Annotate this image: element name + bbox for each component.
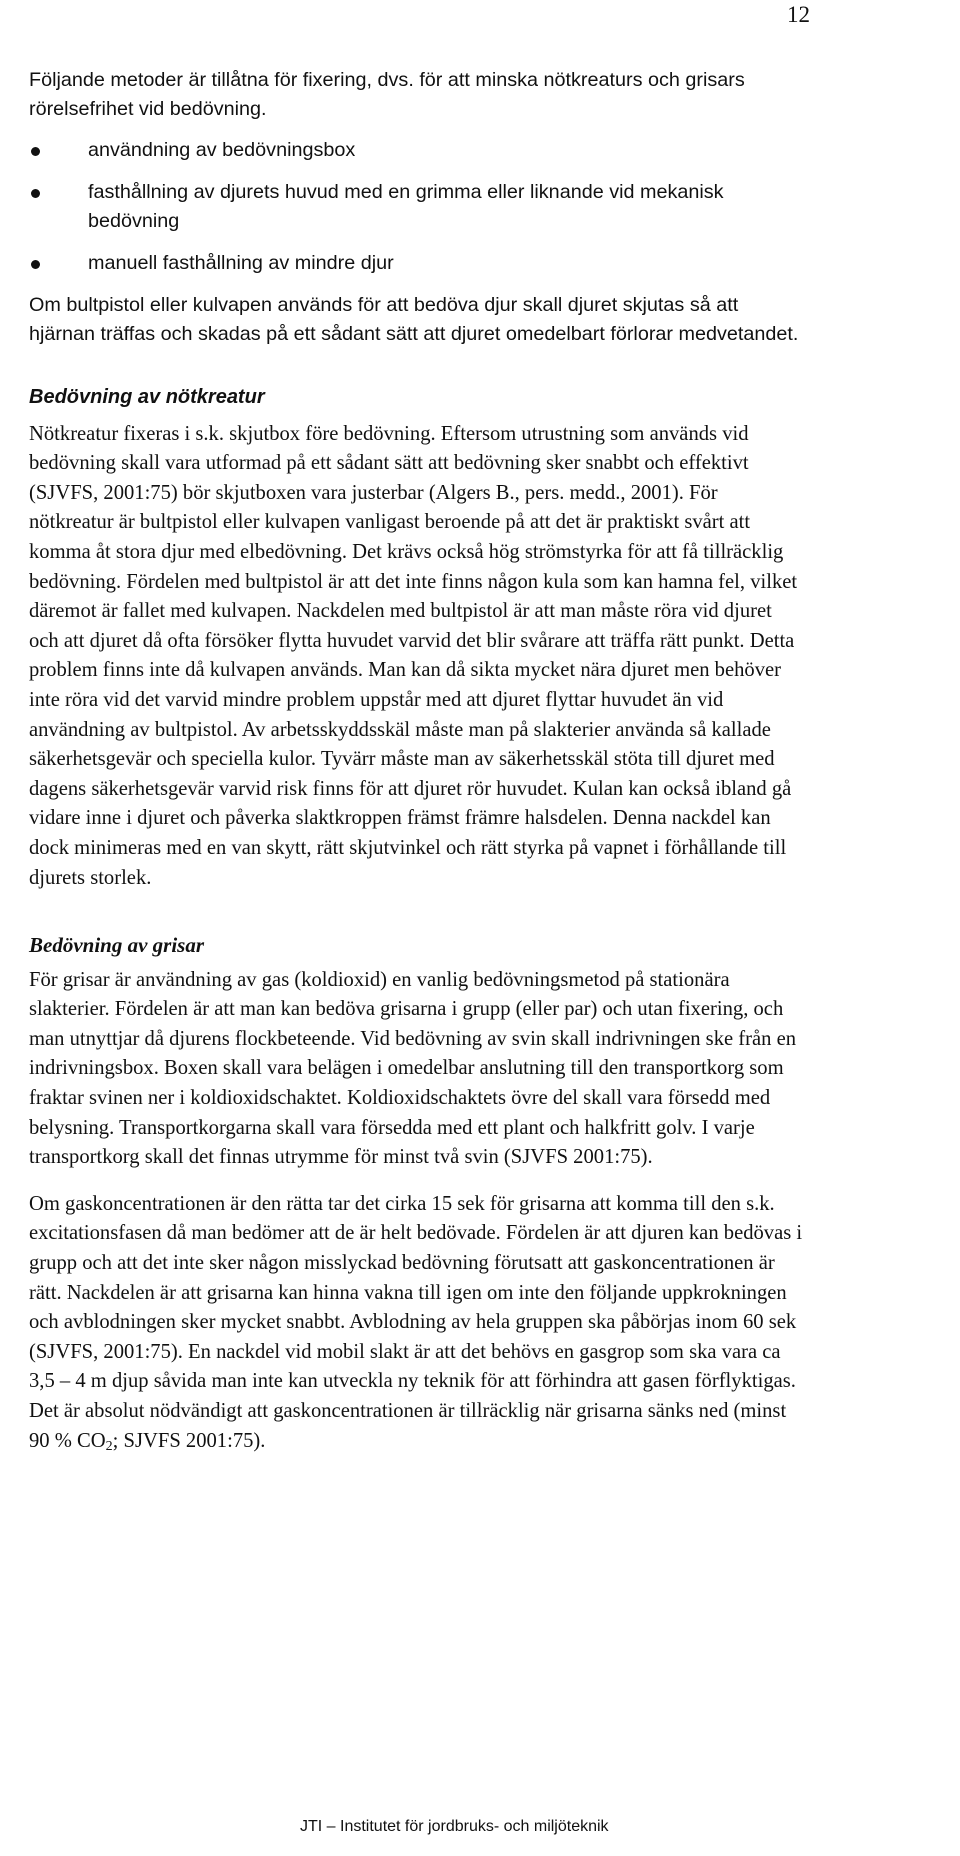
grisar-paragraph-2: [29, 1190, 804, 1461]
list-item-text: användning av bedövningsbox: [88, 139, 356, 161]
bullet-icon: [31, 147, 40, 156]
section-heading-grisar: Bedövning av grisar: [29, 933, 205, 958]
page-number: 12: [787, 2, 810, 27]
list-item: [29, 136, 804, 165]
co2-subscript: 2: [105, 1438, 113, 1454]
bultpistol-paragraph: Om bultpistol eller kulvapen används för att bedöva djur skall djuret skjutas så att hjärnan träffas och skadas på ett sådant sätt att djuret omedelbart förlorar medvetandet.: [29, 294, 799, 345]
notkreatur-paragraph: Nötkreatur fixeras i s.k. skjutbox före bedövning. Eftersom utrustning som används vid bedövning skall vara utformad på ett sådant sätt att bedövning sker snabbt och effektivt (SJVFS, 2001:75) bör skjutboxen vara justerbar (Algers B., pers. medd., 2001). För nötkreatur är bultpistol eller kulvapen vanligast beroende på att det är praktiskt svårt att komma åt stora djur med elbedövning. Det krävs också hög strömstyrka för att få tillräcklig bedövning. Fördelen med bultpistol är att det inte finns någon kula som kan hamna fel, vilket däremot är fallet med kulvapen. Nackdelen med bultpistol är att man måste röra vid djuret och att djuret då ofta försöker flytta huvudet varvid det blir svårare att träffa rätt punkt. Detta problem finns inte då kulvapen används. Man kan då sikta mycket nära djuret men behöver inte röra vid det varvid mindre problem uppstår med att djuret flyttar huvudet än vid användning av bultpistol. Av arbetsskyddsskäl måste man på slakterier använda så kallade säkerhetsgevär och speciella kulor. Tyvärr måste man av säkerhetsskäl stöta till djuret med dagens säkerhetsgevär varvid risk finns för att djuret rör huvudet. Kulan kan också ibland gå vidare inne i djuret och påverka slaktkroppen främst främre halsdelen. Denna nackdel kan dock minimeras med en van skytt, rätt skjutvinkel och rätt styrka på vapnet i förhållande till djurets storlek.: [29, 422, 798, 889]
page-content: [29, 66, 804, 1461]
list-item: [29, 249, 804, 278]
intro-paragraph: Följande metoder är tillåtna för fixering, dvs. för att minska nötkreaturs och grisars rörelsefrihet vid bedövning.: [29, 69, 745, 120]
section-heading-notkreatur: Bedövning av nötkreatur: [29, 386, 265, 408]
list-item-text: manuell fasthållning av mindre djur: [88, 252, 394, 274]
list-item: [29, 178, 804, 236]
grisar-paragraph-2-tail: ; SJVFS 2001:75).: [112, 1429, 266, 1452]
fixation-methods-list: [29, 136, 804, 278]
bullet-icon: [31, 189, 40, 198]
bullet-icon: [31, 260, 40, 269]
grisar-paragraph-2-text: Om gaskoncentrationen är den rätta tar det cirka 15 sek för grisarna att komma till den s.k. excitationsfasen då man bedömer att de är helt bedövade. Fördelen är att djuren kan bedövas i grupp och att det inte sker någon misslyckad bedövning förutsatt att gaskoncentrationen är rätt. Nackdelen är att grisarna kan hinna vakna till igen om inte den följande uppkrokningen och avblodningen sker mycket snabbt. Avblodning av hela gruppen ska påbörjas inom 60 sek (SJVFS, 2001:75). En nackdel vid mobil slakt är att det behövs en gasgrop som ska vara ca 3,5 – 4 m djup såvida man inte kan utveckla ny teknik för att förhindra att gasen förflyktigas. Det är absolut nödvändigt att gaskoncentrationen är tillräcklig när grisarna sänks ned (minst 90 % CO: [29, 1192, 803, 1452]
page-footer: JTI – Institutet för jordbruks- och miljöteknik: [300, 1818, 609, 1835]
list-item-text: fasthållning av djurets huvud med en grimma eller liknande vid mekanisk bedövning: [88, 181, 724, 232]
grisar-paragraph-1: För grisar är användning av gas (koldioxid) en vanlig bedövningsmetod på stationära slakterier. Fördelen är att man kan bedöva grisarna i grupp (eller par) och utan fixering, och man utnyttjar då djurens flockbeteende. Vid bedövning av svin skall indrivningen ske från en indrivningsbox. Boxen skall vara belägen i omedelbar anslutning till den transportkorg som fraktar svinen ner i koldioxidschaktet. Koldioxidschaktets övre del skall vara försedd med belysning. Transportkorgarna skall vara försedda med ett plant och halkfritt golv. I varje transportkorg skall det finnas utrymme för minst två svin (SJVFS 2001:75).: [29, 968, 797, 1169]
